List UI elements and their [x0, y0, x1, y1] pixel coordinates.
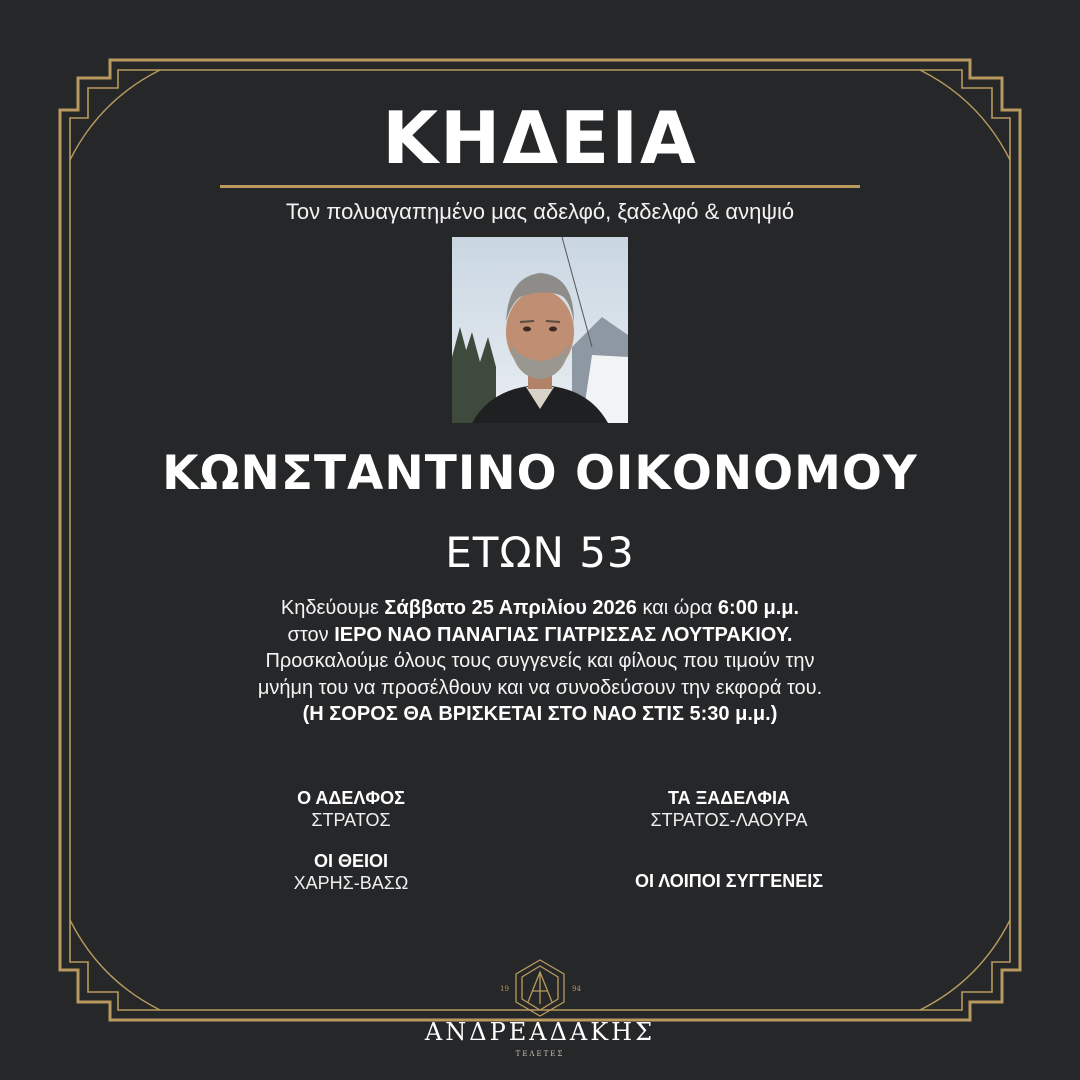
deceased-age: ΕΤΩΝ 53: [445, 528, 635, 577]
portrait-photo: [452, 237, 628, 423]
title-divider: [220, 185, 860, 188]
details-line-2: στον ΙΕΡΟ ΝΑΟ ΠΑΝΑΓΙΑΣ ΓΙΑΤΡΙΣΣΑΣ ΛΟΥΤΡΑΚΙΟΥ.: [287, 623, 793, 646]
mourner-brother: [171, 787, 531, 831]
mourner-uncles: [171, 850, 531, 894]
hexagon-monogram-icon: [490, 958, 590, 1018]
mourner-names: ΣΤΡΑΤΟΣ: [311, 810, 391, 830]
deceased-name: ΚΩΝΣΤΑΝΤΙΝΟ ΟΙΚΟΝΟΜΟΥ: [162, 446, 918, 501]
notice-title: ΚΗΔΕΙΑ: [382, 96, 698, 180]
notice-subtitle: Τον πολυαγαπημένο μας αδελφό, ξαδελφό & ανηψιό: [285, 199, 795, 224]
details-line-4: μνήμη του να προσέλθουν και να συνοδεύσουν την εκφορά του.: [257, 676, 823, 699]
mourner-role: ΟΙ ΛΟΙΠΟΙ ΣΥΓΓΕΝΕΙΣ: [634, 871, 824, 891]
mourner-cousins: [549, 787, 909, 831]
brand-year-end: 94: [572, 985, 581, 993]
funeral-details: [0, 595, 1080, 728]
mourner-role: ΟΙ ΘΕΙΟΙ: [313, 851, 388, 871]
mourner-names: ΧΑΡΗΣ-ΒΑΣΩ: [293, 873, 409, 893]
brand-subtitle: ΤΕΛΕΤΕΣ: [515, 1050, 565, 1058]
mourner-role: ΤΑ ΞΑΔΕΛΦΙΑ: [668, 788, 790, 808]
mourner-role: Ο ΑΔΕΛΦΟΣ: [297, 788, 405, 808]
mourner-other-relatives: [549, 870, 909, 892]
details-line-1: Κηδεύουμε Σάββατο 25 Απριλίου 2026 και ώρα 6:00 μ.μ.: [280, 597, 800, 619]
brand-name: ΑΝΔΡΕΑΔΑΚΗΣ: [424, 1018, 656, 1046]
details-line-5: (Η ΣΟΡΟΣ ΘΑ ΒΡΙΣΚΕΤΑΙ ΣΤΟ ΝΑΟ ΣΤΙΣ 5:30 μ.μ.): [302, 703, 778, 725]
mourner-names: ΣΤΡΑΤΟΣ-ΛΑΟΥΡΑ: [650, 810, 808, 830]
details-line-3: Προσκαλούμε όλους τους συγγενείς και φίλους που τιμούν την: [265, 650, 815, 672]
brand-year-start: 19: [500, 985, 509, 993]
